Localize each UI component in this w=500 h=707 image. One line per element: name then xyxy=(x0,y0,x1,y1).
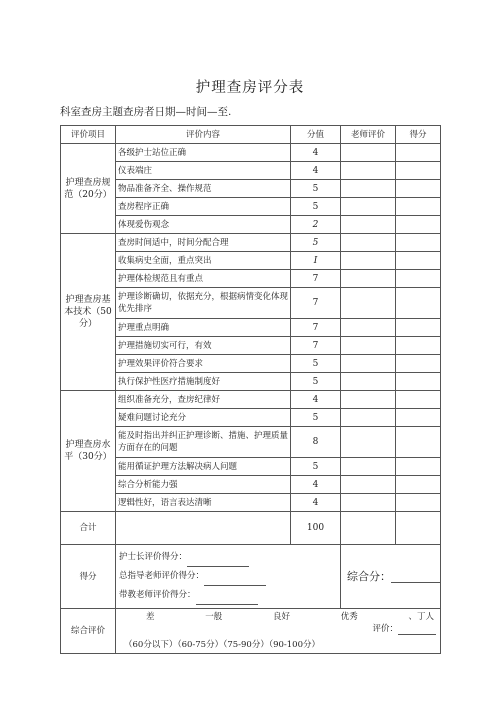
table-row xyxy=(61,458,441,476)
item-score: 4 xyxy=(291,391,341,409)
item-content: 护理效果评价符合要求 xyxy=(116,355,291,373)
item-content: 收集病史全面，重点突出 xyxy=(116,252,291,270)
teacher-evaluation-cell[interactable] xyxy=(341,409,396,427)
teacher-evaluation-cell[interactable] xyxy=(341,494,396,512)
earned-score-cell[interactable] xyxy=(396,458,441,476)
item-content: 仪表端庄 xyxy=(116,162,291,180)
teacher-evaluation-cell[interactable] xyxy=(341,234,396,252)
item-score: 5 xyxy=(291,180,341,198)
table-row xyxy=(61,270,441,288)
table-row xyxy=(61,180,441,198)
earned-score-cell[interactable] xyxy=(396,144,441,162)
total-content-cell xyxy=(116,512,291,545)
item-content: 执行保护性医疗措施制度好 xyxy=(116,373,291,391)
item-score: 7 xyxy=(291,337,341,355)
teacher-evaluation-cell[interactable] xyxy=(341,252,396,270)
item-content: 护理措施切实可行，有效 xyxy=(116,337,291,355)
table-row xyxy=(61,216,441,234)
total-score: 100 xyxy=(291,512,341,545)
table-row xyxy=(61,355,441,373)
head-nurse-score-label: 护士长评价得分： xyxy=(119,552,188,562)
table-row xyxy=(61,252,441,270)
item-score: 4 xyxy=(291,144,341,162)
clinical-teacher-score-label: 带教老师评价得分： xyxy=(119,590,196,600)
item-content: 护理诊断确切，依据充分，根据病情变化体现优先排序 xyxy=(116,288,291,319)
overall-score-cell[interactable] xyxy=(341,545,441,609)
table-row xyxy=(61,476,441,494)
column-header-category: 评价项目 xyxy=(61,126,116,144)
clinical-teacher-score-blank[interactable] xyxy=(196,604,258,605)
overall-score-blank[interactable] xyxy=(391,582,441,583)
item-score: 4 xyxy=(291,476,341,494)
item-score: 7 xyxy=(291,288,341,319)
grade-evaluation-label: 评价： xyxy=(372,624,398,634)
total-earned-cell[interactable] xyxy=(396,512,441,545)
signature-lines xyxy=(116,545,341,609)
earned-score-cell[interactable] xyxy=(396,373,441,391)
teacher-evaluation-cell[interactable] xyxy=(341,337,396,355)
item-content: 能用循证护理方法解决病人问题 xyxy=(116,458,291,476)
item-score: 5 xyxy=(291,355,341,373)
item-score: 4 xyxy=(291,162,341,180)
table-row xyxy=(61,198,441,216)
item-score: 4 xyxy=(291,494,341,512)
teacher-evaluation-cell[interactable] xyxy=(341,427,396,458)
item-content: 逻辑性好，语言表达清晰 xyxy=(116,494,291,512)
earned-score-cell[interactable] xyxy=(396,391,441,409)
item-content: 查房时间适中，时间分配合理 xyxy=(116,234,291,252)
teacher-evaluation-cell[interactable] xyxy=(341,476,396,494)
grade-level[interactable]: 优秀 xyxy=(340,612,358,622)
item-content: 查房程序正确 xyxy=(116,198,291,216)
item-content: 能及时指出并纠正护理诊断、措施、护理质量方面存在的问题 xyxy=(116,427,291,458)
teacher-evaluation-cell[interactable] xyxy=(341,198,396,216)
teacher-evaluation-cell[interactable] xyxy=(341,144,396,162)
grading-cell xyxy=(116,609,441,654)
evaluation-table xyxy=(60,125,441,654)
total-row xyxy=(61,512,441,545)
grade-level[interactable]: 良好 xyxy=(272,612,290,622)
table-row xyxy=(61,144,441,162)
item-content: 疑难问题讨论充分 xyxy=(116,409,291,427)
earned-score-cell[interactable] xyxy=(396,355,441,373)
item-content: 各级护士站位正确 xyxy=(116,144,291,162)
item-content: 组织准备充分，查房纪律好 xyxy=(116,391,291,409)
category-cell: 护理查房水平（30分） xyxy=(61,391,116,512)
earned-score-cell[interactable] xyxy=(396,270,441,288)
column-header-earned: 得分 xyxy=(396,126,441,144)
table-row xyxy=(61,337,441,355)
earned-score-cell[interactable] xyxy=(396,494,441,512)
earned-score-cell[interactable] xyxy=(396,198,441,216)
item-score: 5 xyxy=(291,373,341,391)
item-score: 5 xyxy=(291,458,341,476)
table-row xyxy=(61,234,441,252)
page-title: 护理查房评分表 xyxy=(195,80,305,96)
teacher-evaluation-cell[interactable] xyxy=(341,270,396,288)
item-score: 7 xyxy=(291,319,341,337)
grade-evaluation[interactable] xyxy=(116,623,440,635)
category-cell: 护理查房基本技术（50分） xyxy=(61,234,116,391)
table-row xyxy=(61,494,441,512)
item-content: 综合分析能力强 xyxy=(116,476,291,494)
earned-score-cell[interactable] xyxy=(396,180,441,198)
table-row xyxy=(61,409,441,427)
item-score: 2 xyxy=(291,216,341,234)
signature-label: 得分 xyxy=(61,545,116,609)
earned-score-cell[interactable] xyxy=(396,409,441,427)
earned-score-cell[interactable] xyxy=(396,216,441,234)
grade-ranges: （60分以下）（60-75分）（75-90分）（90-100分） xyxy=(124,640,320,650)
table-row xyxy=(61,319,441,337)
table-row xyxy=(61,288,441,319)
earned-score-cell[interactable] xyxy=(396,337,441,355)
grade-level[interactable]: 一般 xyxy=(205,612,223,622)
table-row xyxy=(61,373,441,391)
earned-score-cell[interactable] xyxy=(396,288,441,319)
item-score: 5 xyxy=(291,409,341,427)
item-content: 护理体检规范且有重点 xyxy=(116,270,291,288)
earned-score-cell[interactable] xyxy=(396,427,441,458)
teacher-evaluation-cell[interactable] xyxy=(341,373,396,391)
earned-score-cell[interactable] xyxy=(396,162,441,180)
item-score: 5 xyxy=(291,234,341,252)
item-content: 体现爱伤观念 xyxy=(116,216,291,234)
total-teacher-evaluation-cell[interactable] xyxy=(341,512,396,545)
teacher-evaluation-cell[interactable] xyxy=(341,391,396,409)
teacher-evaluation-cell[interactable] xyxy=(341,319,396,337)
item-content: 物品准备齐全、操作规范 xyxy=(116,180,291,198)
earned-score-cell[interactable] xyxy=(396,252,441,270)
teacher-evaluation-cell[interactable] xyxy=(341,458,396,476)
teacher-evaluation-cell[interactable] xyxy=(341,288,396,319)
grade-level[interactable]: 差 xyxy=(146,612,155,622)
item-score: 8 xyxy=(291,427,341,458)
grading-label: 综合评价 xyxy=(61,609,116,654)
grade-level: 、丁人 xyxy=(408,612,434,622)
chief-teacher-score-line[interactable] xyxy=(119,567,337,586)
subheader-line: 科室查房主题查房者日期—时间—至. xyxy=(60,106,232,118)
item-score: 5 xyxy=(291,198,341,216)
table-row xyxy=(61,391,441,409)
earned-score-cell[interactable] xyxy=(396,319,441,337)
teacher-evaluation-cell[interactable] xyxy=(341,180,396,198)
item-score: I xyxy=(291,252,341,270)
teacher-evaluation-cell[interactable] xyxy=(341,355,396,373)
grading-row xyxy=(61,609,441,654)
signature-row xyxy=(61,545,441,609)
head-nurse-score-line[interactable] xyxy=(119,548,337,567)
table-row xyxy=(61,162,441,180)
clinical-teacher-score-line[interactable] xyxy=(119,586,337,605)
total-label: 合计 xyxy=(61,512,116,545)
category-cell: 护理查房规范（20分） xyxy=(61,144,116,234)
earned-score-cell[interactable] xyxy=(396,234,441,252)
teacher-evaluation-cell[interactable] xyxy=(341,216,396,234)
table-row xyxy=(61,427,441,458)
teacher-evaluation-cell[interactable] xyxy=(341,162,396,180)
item-content: 护理重点明确 xyxy=(116,319,291,337)
grade-evaluation-blank[interactable] xyxy=(398,634,436,635)
chief-teacher-score-label: 总指导老师评价得分： xyxy=(119,571,205,581)
earned-score-cell[interactable] xyxy=(396,476,441,494)
column-header-teacher-evaluation: 老师评价 xyxy=(341,126,396,144)
overall-score-label: 综合分： xyxy=(347,569,391,583)
grade-levels xyxy=(116,611,440,623)
column-header-content: 评价内容 xyxy=(116,126,291,144)
item-score: 7 xyxy=(291,270,341,288)
column-header-score: 分值 xyxy=(291,126,341,144)
